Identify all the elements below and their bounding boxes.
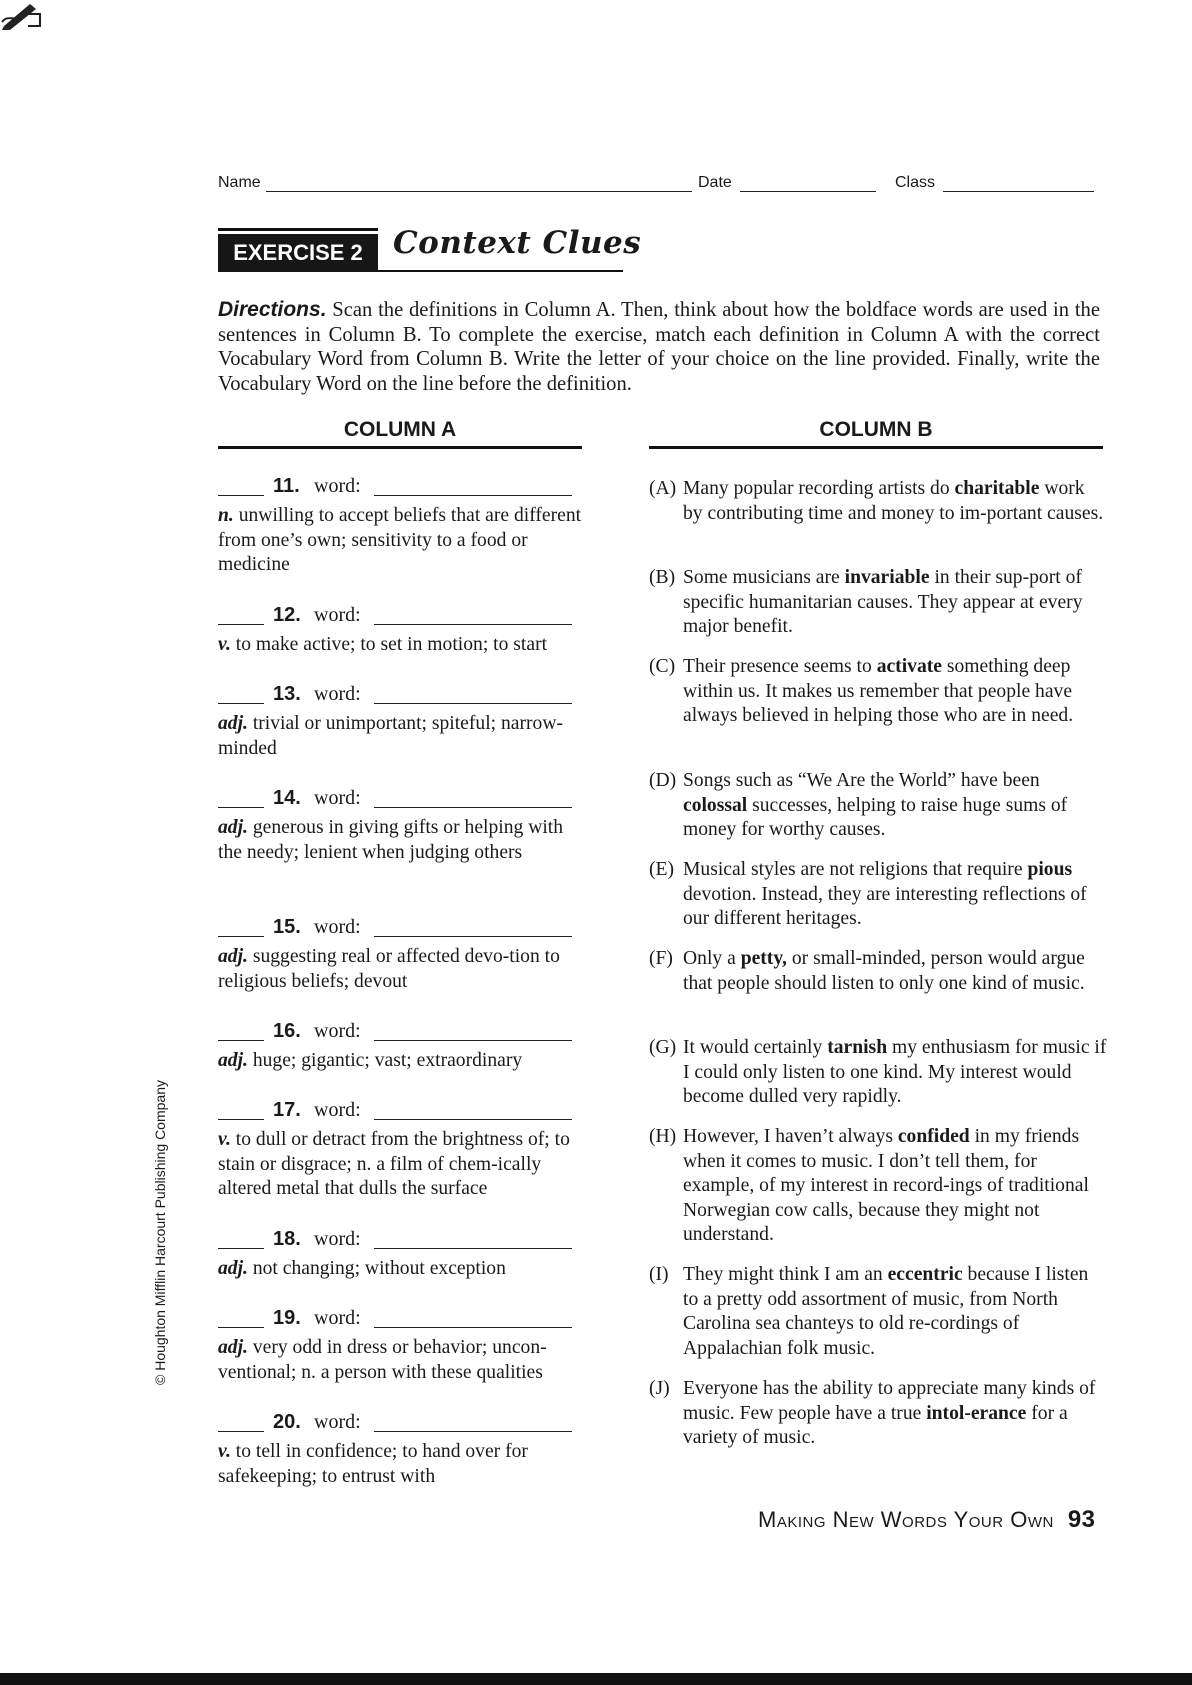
- part-of-speech: v.: [218, 634, 231, 655]
- word-label: word:: [314, 604, 361, 626]
- definition-text: v. to make active; to set in motion; to start: [218, 634, 548, 655]
- vocabulary-word: pious: [1027, 859, 1073, 880]
- word-label: word:: [314, 683, 361, 705]
- choice-letter: (H): [649, 1126, 677, 1147]
- book-title: Making New Words Your Own: [758, 1507, 1054, 1532]
- vocabulary-word: tarnish: [827, 1037, 888, 1058]
- part-of-speech: v.: [218, 1441, 231, 1462]
- answer-letter-blank[interactable]: [218, 495, 264, 496]
- page-footer: [758, 1506, 1096, 1534]
- vocabulary-word-blank[interactable]: [374, 1248, 572, 1249]
- bottom-edge: [0, 1673, 1192, 1685]
- sentence-item: (E) Musical styles are not religions that require pious devotion. Instead, they are interesting reflections of our different heritages.: [649, 859, 1087, 929]
- item-number: 15.: [273, 916, 301, 938]
- answer-letter-blank[interactable]: [218, 703, 264, 704]
- column-a-heading: COLUMN A: [218, 418, 582, 449]
- class-label: Class: [895, 174, 936, 191]
- vocabulary-word-blank[interactable]: [374, 936, 572, 937]
- definition-item: [218, 1099, 588, 1202]
- part-of-speech: adj.: [218, 1050, 248, 1071]
- directions-label: Directions.: [218, 298, 327, 321]
- word-label: word:: [314, 1307, 361, 1329]
- answer-letter-blank[interactable]: [218, 1040, 264, 1041]
- answer-letter-blank[interactable]: [218, 624, 264, 625]
- part-of-speech: adj.: [218, 946, 248, 967]
- answer-letter-blank[interactable]: [218, 1248, 264, 1249]
- directions-text: Scan the definitions in Column A. Then, think about how the boldface words are used in the sentences in Column B. To complete the exercise, match each definition in Column A with the correct Vocabulary Word from Column B. Write the letter of your choice on the line provided. Finally, write the Vocabulary Word on the line before the definition.: [218, 299, 1100, 395]
- vocabulary-word: colossal: [683, 794, 748, 816]
- sentence-item: (H) However, I haven’t always confided in my friends when it comes to music. I don’t tell them, for example, of my interest in record-ings of traditional Norwegian cow calls, because they might not understand.: [649, 1126, 1089, 1245]
- answer-letter-blank[interactable]: [218, 1431, 264, 1432]
- item-number: 11.: [273, 475, 300, 497]
- answer-letter-blank[interactable]: [218, 807, 264, 808]
- vocabulary-word: eccentric: [887, 1264, 963, 1285]
- part-of-speech: adj.: [218, 1337, 248, 1358]
- vocabulary-word-blank[interactable]: [374, 624, 572, 625]
- answer-letter-blank[interactable]: [218, 1119, 264, 1120]
- definition-item: [218, 1411, 588, 1489]
- pencil-writing-icon: [0, 0, 44, 30]
- item-number: 13.: [273, 683, 301, 705]
- date-label: Date: [698, 174, 732, 191]
- exercise-banner: [218, 225, 648, 271]
- part-of-speech: n.: [218, 505, 234, 526]
- sentence-item: (A) Many popular recording artists do charitable work by contributing time and money to im-portant causes.: [649, 478, 1104, 524]
- definition-text: n. unwilling to accept beliefs that are different from one’s own; sensitivity to a food or medicine: [218, 505, 582, 575]
- sentence-item: (C) Their presence seems to activate something deep within us. It makes us remember that people have always believed in helping those who are in need.: [649, 656, 1074, 726]
- word-label: word:: [314, 1228, 361, 1250]
- sentence-item: (G) It would certainly tarnish my enthusiasm for music if I could only listen to one kind. My interest would become dulled very rapidly.: [649, 1037, 1107, 1107]
- vocabulary-word: invariable: [844, 567, 930, 588]
- part-of-speech: adj.: [218, 817, 248, 838]
- definition-text: v. to tell in confidence; to hand over for safekeeping; to entrust with: [218, 1441, 528, 1487]
- choice-letter: (C): [649, 656, 676, 677]
- item-number: 20.: [273, 1411, 301, 1433]
- page-number: 93: [1067, 1506, 1096, 1533]
- item-number: 19.: [273, 1307, 301, 1329]
- choice-letter: (D): [649, 770, 677, 791]
- student-info-header: [218, 172, 1094, 196]
- word-label: word:: [314, 1411, 361, 1433]
- sentence-item: (D) Songs such as “We Are the World” have been colossal successes, helping to raise huge sums of money for worthy causes.: [649, 770, 1068, 840]
- word-label: word:: [314, 1020, 361, 1042]
- choice-letter: (A): [649, 478, 677, 499]
- word-label: word:: [314, 1099, 361, 1121]
- item-number: 17.: [273, 1099, 301, 1121]
- vocabulary-word-blank[interactable]: [374, 495, 572, 496]
- word-label: word:: [314, 787, 361, 809]
- choice-letter: (F): [649, 948, 673, 969]
- column-b-heading: COLUMN B: [649, 418, 1103, 449]
- part-of-speech: adj.: [218, 713, 248, 734]
- sentence-item: (F) Only a petty, or small-minded, person would argue that people should listen to only one kind of music.: [649, 948, 1085, 994]
- vocabulary-word-blank[interactable]: [374, 703, 572, 704]
- answer-letter-blank[interactable]: [218, 1327, 264, 1328]
- definition-item: [218, 475, 588, 578]
- vocabulary-word: charitable: [954, 478, 1040, 499]
- copyright-notice: © Houghton Mifflin Harcourt Publishing Company: [152, 1080, 168, 1385]
- date-field[interactable]: [740, 191, 876, 192]
- exercise-title: Context Clues: [393, 225, 642, 261]
- item-number: 14.: [273, 787, 301, 809]
- definition-item: [218, 683, 588, 761]
- choice-letter: (J): [649, 1378, 670, 1399]
- choice-letter: (E): [649, 859, 675, 880]
- definition-item: [218, 604, 588, 658]
- definition-text: adj. very odd in dress or behavior; uncon-ventional; n. a person with these qualities: [218, 1337, 547, 1383]
- vocabulary-word-blank[interactable]: [374, 1327, 572, 1328]
- word-label: word:: [314, 916, 361, 938]
- directions-paragraph: [218, 298, 1100, 396]
- part-of-speech: adj.: [218, 1258, 248, 1279]
- vocabulary-word: intol-erance: [926, 1402, 1027, 1424]
- name-field[interactable]: [266, 191, 692, 192]
- definition-text: adj. suggesting real or affected devo-tion to religious beliefs; devout: [218, 946, 560, 992]
- part-of-speech: v.: [218, 1129, 231, 1150]
- item-number: 12.: [273, 604, 301, 626]
- definition-text: adj. trivial or unimportant; spiteful; narrow-minded: [218, 713, 563, 759]
- definition-item: [218, 1020, 588, 1074]
- choice-letter: (I): [649, 1264, 669, 1285]
- vocabulary-word-blank[interactable]: [374, 1431, 572, 1432]
- choice-letter: (G): [649, 1037, 677, 1058]
- name-label: Name: [218, 174, 261, 191]
- vocabulary-word: confided: [897, 1126, 970, 1147]
- definition-item: [218, 1228, 588, 1282]
- definition-text: adj. not changing; without exception: [218, 1258, 506, 1279]
- word-label: word:: [314, 475, 361, 497]
- class-field[interactable]: [943, 191, 1094, 192]
- definition-text: adj. huge; gigantic; vast; extraordinary: [218, 1050, 523, 1071]
- vocabulary-word: activate: [876, 656, 942, 677]
- vocabulary-word-blank[interactable]: [374, 807, 572, 808]
- item-number: 18.: [273, 1228, 301, 1250]
- sentence-item: (B) Some musicians are invariable in their sup-port of specific humanitarian causes. They appear at every major benefit.: [649, 567, 1083, 637]
- sentence-item: (J) Everyone has the ability to appreciate many kinds of music. Few people have a true intol-erance for a variety of music.: [649, 1378, 1096, 1448]
- sentence-item: (I) They might think I am an eccentric because I listen to a pretty odd assortment of music, from North Carolina sea chanteys to old re-cordings of Appalachian folk music.: [649, 1264, 1089, 1359]
- choice-letter: (B): [649, 567, 676, 588]
- definition-item: [218, 787, 588, 865]
- vocabulary-word-blank[interactable]: [374, 1040, 572, 1041]
- definition-item: [218, 1307, 588, 1385]
- definition-item: [218, 916, 588, 994]
- vocabulary-word: petty,: [740, 948, 787, 969]
- definition-text: v. to dull or detract from the brightness of; to stain or disgrace; n. a film of chem-ically altered metal that dulls the surface: [218, 1129, 570, 1199]
- exercise-label: EXERCISE 2: [218, 234, 378, 272]
- definition-text: adj. generous in giving gifts or helping with the needy; lenient when judging others: [218, 817, 564, 863]
- answer-letter-blank[interactable]: [218, 936, 264, 937]
- item-number: 16.: [273, 1020, 301, 1042]
- vocabulary-word-blank[interactable]: [374, 1119, 572, 1120]
